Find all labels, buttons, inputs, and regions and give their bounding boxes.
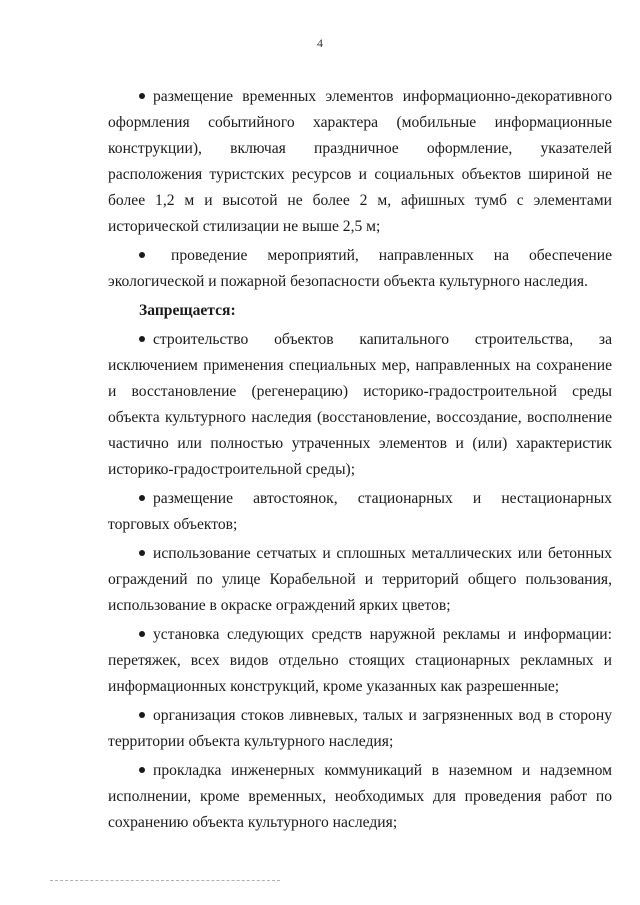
footer-divider — [50, 880, 280, 881]
list-item — [108, 758, 612, 836]
bullet-dot-icon — [139, 767, 145, 773]
bullet-dot-icon — [139, 712, 145, 718]
list-item-text: строительство объектов капитального строительства, за исключением применения специальных мер, направленных на сохранение и восстановление (регенерацию) историко-градостроительной среды объекта культурного наследия (восстановление, воссоздание, восполнение частично или полностью утраченных элементов и (или) характеристик историко-градостроительной среды); — [108, 331, 612, 478]
section-heading: Запрещается: — [139, 302, 236, 319]
list-item — [108, 486, 612, 538]
bullet-dot-icon — [139, 252, 145, 258]
list-item-text: использование сетчатых и сплошных металлических или бетонных ограждений по улице Корабельной и территорий общего пользования, использование в окраске ограждений ярких цветов; — [108, 545, 612, 614]
list-item — [108, 327, 612, 483]
list-item-text: прокладка инженерных коммуникаций в наземном и надземном исполнении, кроме временных, необходимых для проведения работ по сохранению объекта культурного наследия; — [108, 762, 612, 831]
list-item-text: установка следующих средств наружной рекламы и информации: перетяжек, всех видов отдельно стоящих стационарных рекламных и информационных конструкций, кроме указанных как разрешенные; — [108, 626, 612, 695]
bullet-dot-icon — [139, 336, 145, 342]
list-item-text: размещение автостоянок, стационарных и нестационарных торговых объектов; — [108, 490, 612, 533]
list-item — [108, 622, 612, 700]
list-item — [108, 541, 612, 619]
list-item-text: организация стоков ливневых, талых и загрязненных вод в сторону территории объекта культурного наследия; — [108, 707, 612, 750]
list-item — [108, 243, 612, 295]
list-item-text: размещение временных элементов информационно-декоративного оформления событийного характера (мобильные информационные конструкции), включая праздничное оформление, указателей расположения туристских ресурсов и социальных объектов шириной не более 1,2 м и высотой не более 2 м, афишных тумб с элементами исторической стилизации не выше 2,5 м; — [108, 88, 612, 235]
document-body — [108, 84, 612, 839]
list-item-text: проведение мероприятий, направленных на обеспечение экологической и пожарной безопасности объекта культурного наследия. — [108, 247, 612, 290]
bullet-dot-icon — [139, 631, 145, 637]
list-item — [108, 703, 612, 755]
bullet-dot-icon — [139, 495, 145, 501]
bullet-dot-icon — [139, 550, 145, 556]
bullet-dot-icon — [139, 93, 145, 99]
page-number: 4 — [317, 36, 323, 50]
list-item — [108, 84, 612, 240]
